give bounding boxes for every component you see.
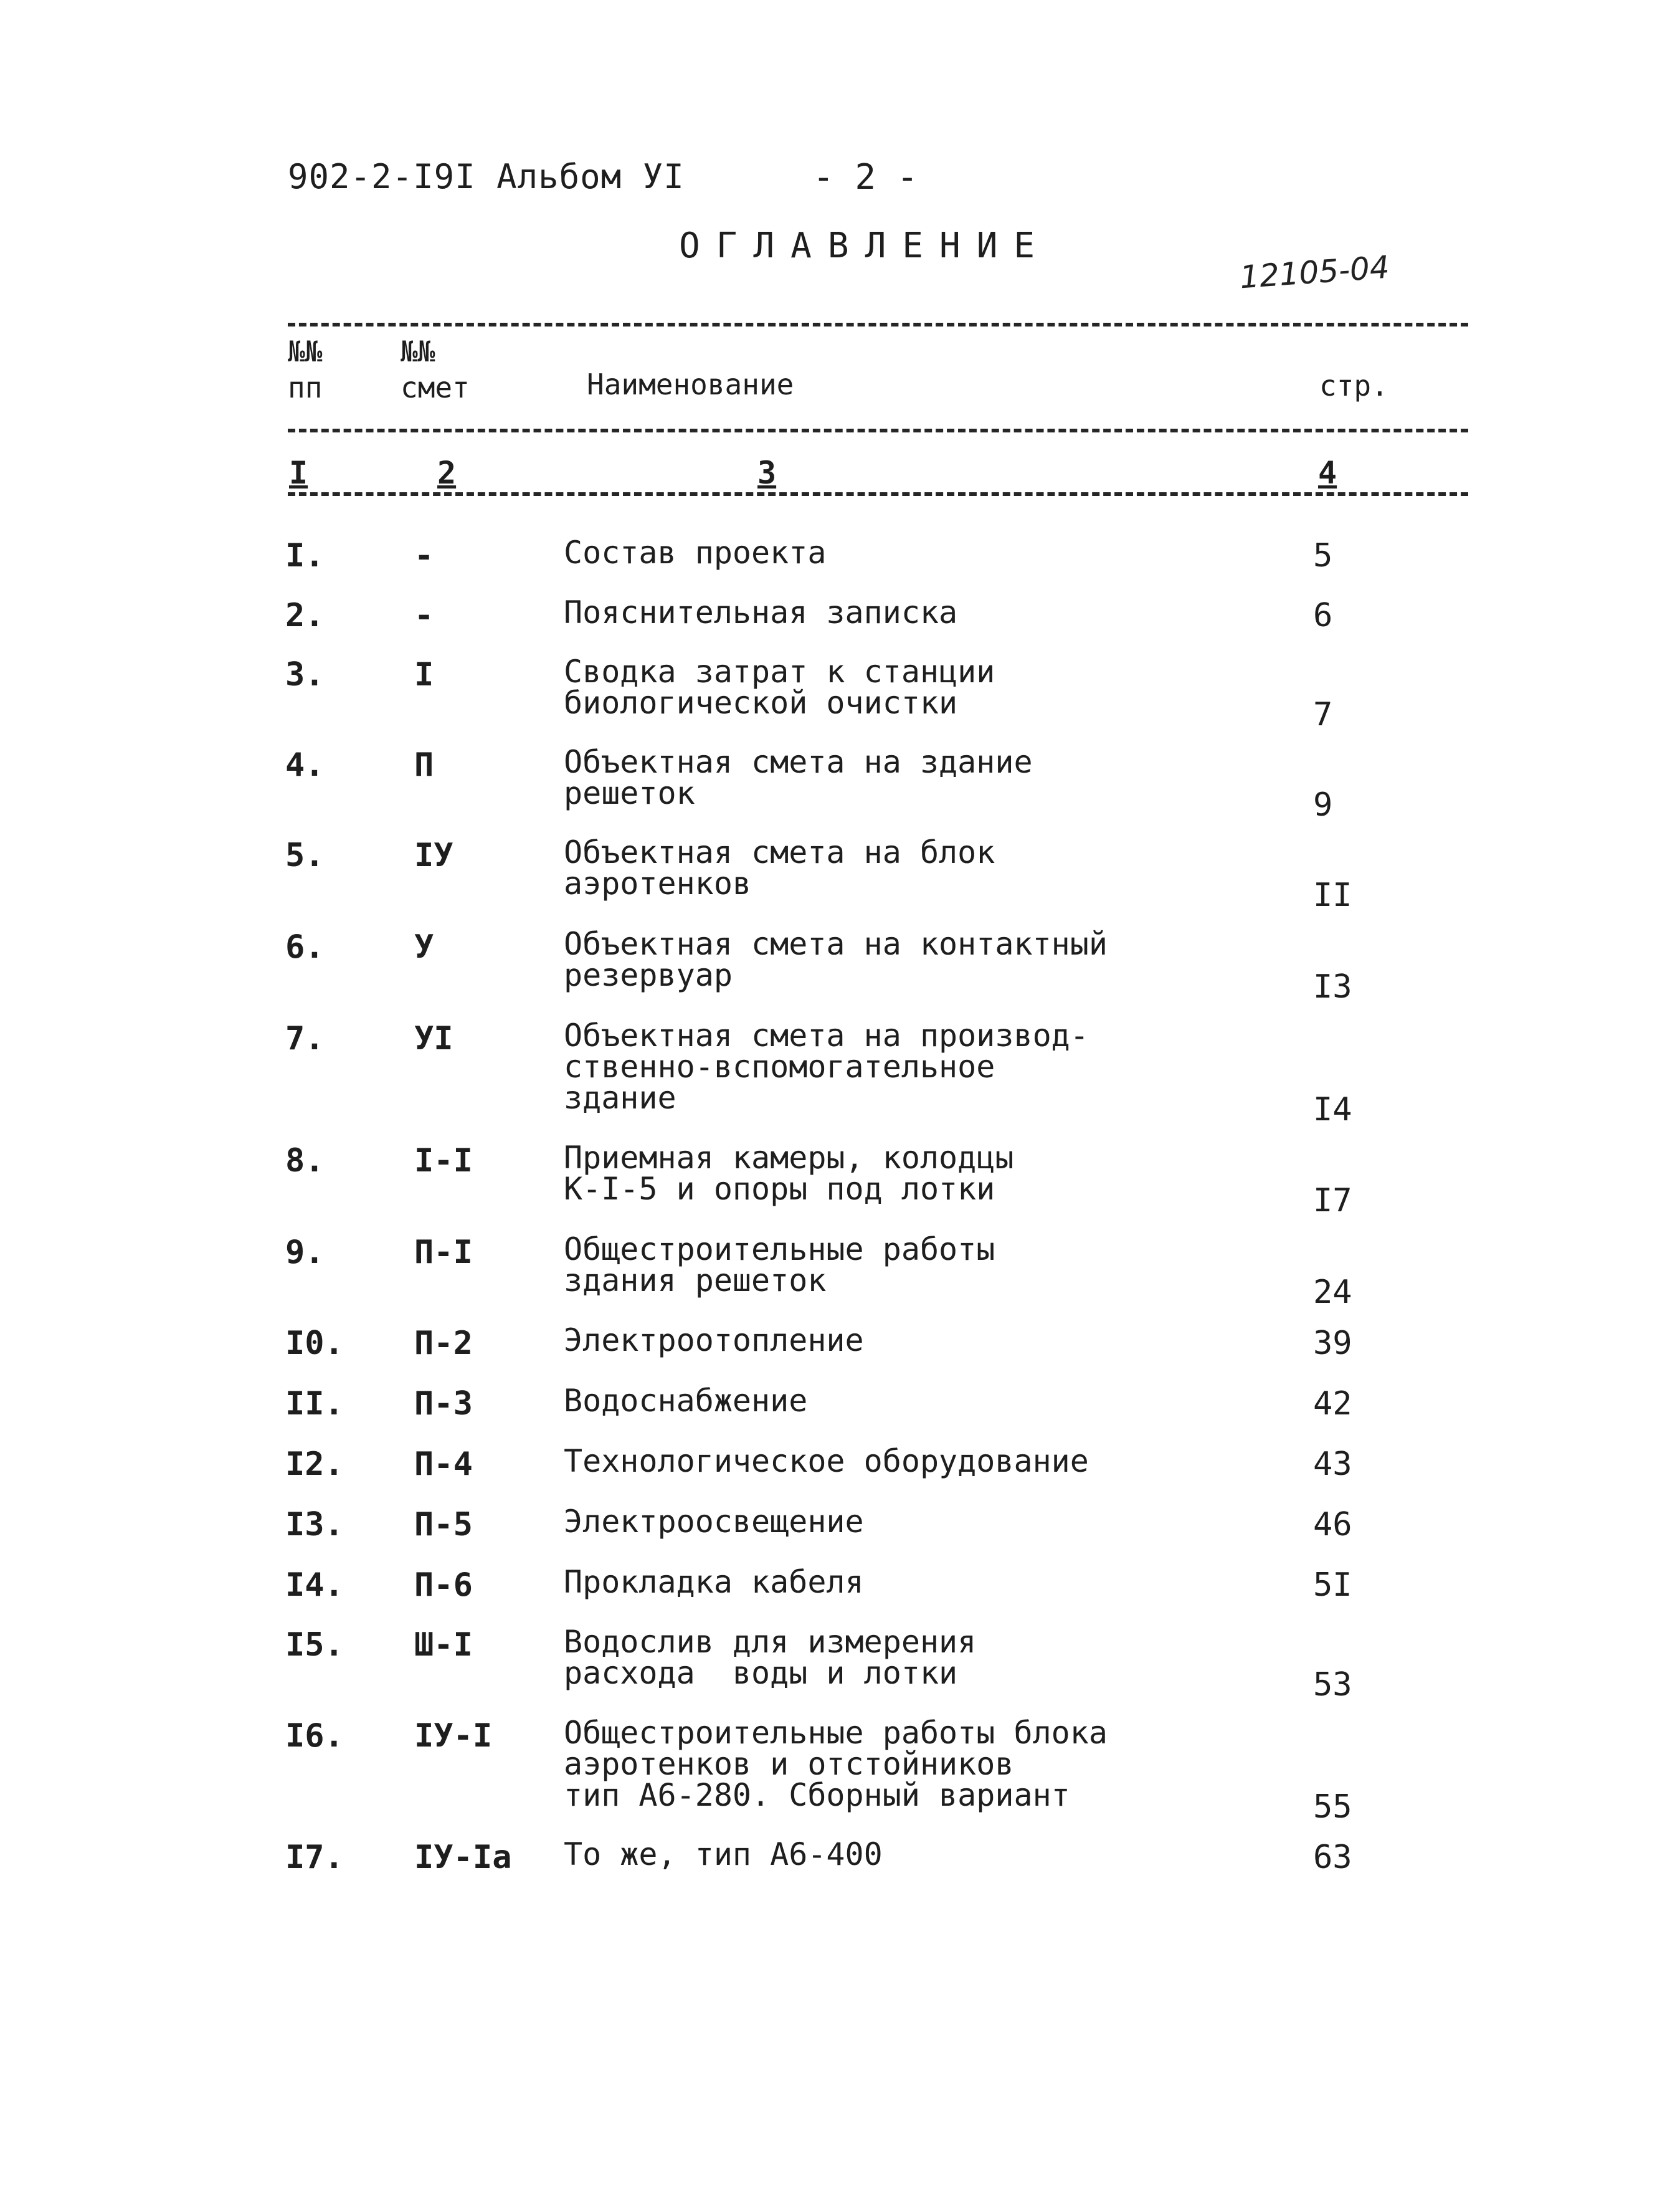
row-name-line: биологической очистки bbox=[564, 685, 958, 721]
row-number: I3. bbox=[285, 1506, 344, 1543]
row-number: I4. bbox=[285, 1566, 344, 1604]
row-name-line: К-I-5 и опоры под лотки bbox=[564, 1171, 995, 1207]
row-name-line: Водослив для измерения bbox=[564, 1624, 977, 1660]
column-header-name: Наименование bbox=[587, 368, 794, 401]
row-page: 5 bbox=[1313, 537, 1333, 574]
row-smet: П-4 bbox=[414, 1446, 473, 1483]
row-page: 7 bbox=[1313, 696, 1333, 733]
row-name-line: резервуар bbox=[564, 957, 733, 993]
handwritten-note: 12105-04 bbox=[1238, 249, 1391, 296]
row-name-line: ственно-вспомогательное bbox=[564, 1049, 995, 1085]
row-smet: IУ-Iа bbox=[414, 1839, 512, 1876]
row-page: 24 bbox=[1313, 1274, 1352, 1311]
column-header-smet-line1: №№ bbox=[401, 335, 435, 368]
row-number: 7. bbox=[285, 1020, 325, 1057]
row-smet: П-I bbox=[414, 1234, 473, 1271]
row-name-line: Объектная смета на здание bbox=[564, 744, 1033, 780]
column-header-nn-line1: №№ bbox=[288, 335, 323, 368]
dashed-rule-middle bbox=[288, 429, 1468, 432]
row-name-line: здание bbox=[564, 1080, 676, 1116]
column-header-smet-line2: смет bbox=[401, 371, 470, 404]
column-header-smet bbox=[401, 333, 470, 406]
row-page: II bbox=[1313, 877, 1352, 914]
row-name-line: Общестроительные работы блока bbox=[564, 1715, 1108, 1751]
row-number: I2. bbox=[285, 1446, 344, 1483]
row-page: 43 bbox=[1313, 1446, 1352, 1483]
row-number: I5. bbox=[285, 1626, 344, 1664]
row-name-line: Электроотопление bbox=[564, 1322, 864, 1358]
row-smet: П-2 bbox=[414, 1325, 473, 1362]
row-number: II. bbox=[285, 1385, 344, 1423]
dashed-rule-top bbox=[288, 323, 1468, 326]
row-page: I7 bbox=[1313, 1182, 1352, 1219]
column-number-1: I bbox=[285, 455, 311, 491]
row-name-line: Прокладка кабеля bbox=[564, 1564, 864, 1600]
row-number: 4. bbox=[285, 746, 325, 784]
row-smet: Ш-I bbox=[414, 1626, 473, 1664]
row-number: 8. bbox=[285, 1142, 325, 1180]
row-smet: У bbox=[414, 928, 434, 966]
column-header-page: стр. bbox=[1319, 369, 1388, 403]
row-smet: I-I bbox=[414, 1142, 473, 1180]
row-smet: - bbox=[414, 537, 434, 574]
row-name-line: Пояснительная записка bbox=[564, 594, 958, 631]
row-page: I4 bbox=[1313, 1091, 1352, 1128]
row-number: 5. bbox=[285, 837, 325, 874]
row-number: 2. bbox=[285, 597, 325, 634]
row-page: 5I bbox=[1313, 1566, 1352, 1604]
row-smet: IУ bbox=[414, 837, 453, 874]
document-code: 902-2-I9I Альбом УI bbox=[288, 157, 685, 196]
row-page: 53 bbox=[1313, 1666, 1352, 1704]
row-name-line: расхода воды и лотки bbox=[564, 1655, 958, 1691]
row-name-line: Объектная смета на производ- bbox=[564, 1018, 1089, 1054]
dashed-rule-column-numbers bbox=[288, 492, 1468, 496]
row-number: I0. bbox=[285, 1325, 344, 1362]
row-number: 6. bbox=[285, 928, 325, 966]
column-number-2: 2 bbox=[434, 455, 460, 491]
row-name-line: Сводка затрат к станции bbox=[564, 654, 995, 690]
row-page: 9 bbox=[1313, 786, 1333, 824]
column-header-nn-line2: пп bbox=[288, 371, 323, 404]
row-name-line: То же, тип А6-400 bbox=[564, 1836, 883, 1872]
row-name-line: тип А6-280. Сборный вариант bbox=[564, 1777, 1070, 1813]
row-name-line: Объектная смета на блок bbox=[564, 834, 995, 870]
row-smet: I bbox=[414, 656, 434, 693]
row-page: 39 bbox=[1313, 1325, 1352, 1362]
page-number: - 2 - bbox=[813, 157, 918, 198]
row-page: 46 bbox=[1313, 1506, 1352, 1543]
row-name-line: решеток bbox=[564, 775, 695, 811]
column-number-3: 3 bbox=[754, 455, 780, 491]
row-name-line: Приемная камеры, колодцы bbox=[564, 1140, 1014, 1176]
row-name-line: аэротенков bbox=[564, 865, 752, 902]
row-smet: П-6 bbox=[414, 1566, 473, 1604]
row-smet: УI bbox=[414, 1020, 453, 1057]
row-page: 55 bbox=[1313, 1788, 1352, 1826]
row-name-line: Водоснабжение bbox=[564, 1383, 808, 1419]
row-page: 6 bbox=[1313, 597, 1333, 634]
row-smet: IУ-I bbox=[414, 1717, 493, 1755]
row-number: I6. bbox=[285, 1717, 344, 1755]
row-name-line: Общестроительные работы bbox=[564, 1231, 995, 1267]
row-name-line: аэротенков и отстойников bbox=[564, 1746, 1014, 1782]
row-number: I7. bbox=[285, 1839, 344, 1876]
row-number: 9. bbox=[285, 1234, 325, 1271]
row-name-line: Электроосвещение bbox=[564, 1504, 864, 1540]
row-name-line: Технологическое оборудование bbox=[564, 1443, 1089, 1479]
row-number: I. bbox=[285, 537, 325, 574]
row-smet: П bbox=[414, 746, 434, 784]
row-name-line: Состав проекта bbox=[564, 535, 827, 571]
row-number: 3. bbox=[285, 656, 325, 693]
column-header-nn bbox=[288, 333, 322, 406]
column-number-4: 4 bbox=[1314, 455, 1341, 491]
row-page: 63 bbox=[1313, 1839, 1352, 1876]
row-page: 42 bbox=[1313, 1385, 1352, 1423]
page-title: ОГЛАВЛЕНИЕ bbox=[679, 226, 1051, 266]
row-smet: П-5 bbox=[414, 1506, 473, 1543]
row-page: I3 bbox=[1313, 968, 1352, 1006]
row-smet: П-3 bbox=[414, 1385, 473, 1423]
row-smet: - bbox=[414, 597, 434, 634]
row-name-line: Объектная смета на контактный bbox=[564, 926, 1108, 962]
row-name-line: здания решеток bbox=[564, 1262, 827, 1299]
